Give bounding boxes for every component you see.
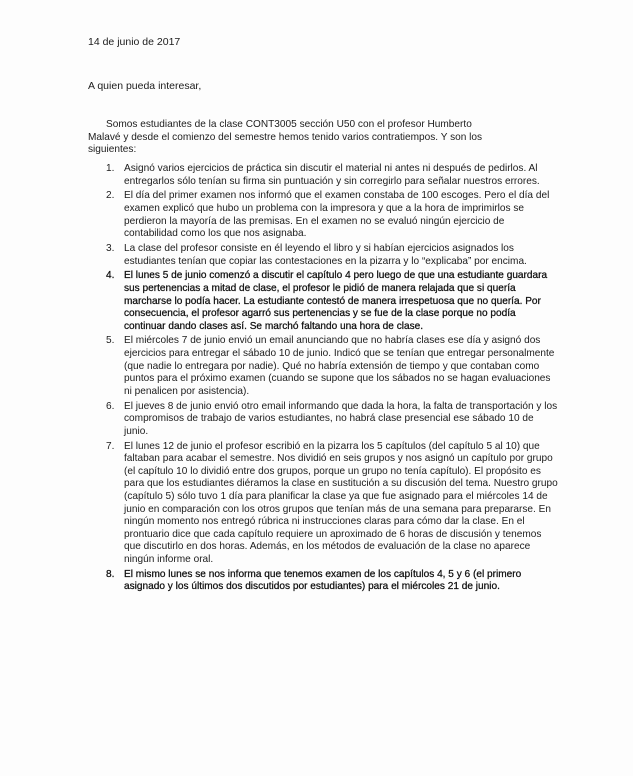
intro-line: Malavé y desde el comienzo del semestre hemos tenido varios contratiempos. Y son los	[88, 131, 483, 143]
item-text: El lunes 12 de junio el profesor escribió en la pizarra los 5 capítulos (del capítulo 5 al 10) que faltaban para acabar el semestre. Nos dividió en seis grupos y nos asignó un capítulo por grupo (el capítulo 10 lo dividió entre dos grupos, porque un grupo no tenía capítulo). El propósito es para que los estudiantes diéramos la clase en sustitución a su discusión del tema. Nuestro grupo (capítulo 5) sólo tuvo 1 día para planificar la clase ya que fue asignado para el miércoles 14 de junio en comparación con los otros grupos que tenían más de una semana para prepararse. En ningún momento nos entregó rúbrica ni instrucciones claras para cómo dar la clase. En el prontuario dice que cada capítulo requiere un aproximado de 6 horas de discusión y tenemos que discutirlo en dos horas. Además, en los métodos de evaluación de la clase no aparece ningún informe oral.	[124, 440, 558, 565]
list-item	[106, 441, 558, 567]
intro-line: siguientes:	[88, 144, 137, 156]
list-item	[106, 401, 558, 439]
list-item	[106, 243, 558, 268]
item-number: 4.	[106, 270, 115, 282]
letter-date: 14 de junio de 2017	[88, 36, 181, 48]
complaint-list	[106, 163, 558, 596]
item-number: 5.	[106, 335, 115, 347]
item-number: 7.	[106, 440, 115, 452]
intro-paragraph	[88, 119, 534, 157]
item-text: El mismo lunes se nos informa que tenemos examen de los capítulos 4, 5 y 6 (el primero asignado y los últimos dos discutidos por estudiantes) para el miércoles 21 de junio.	[124, 568, 522, 593]
item-text: El lunes 5 de junio comenzó a discutir el capítulo 4 pero luego de que una estudiante guardara sus pertenencias a mitad de clase, el profesor le pidió de manera relajada que si quería marcharse lo podía hacer. La estudiante contestó de manera irrespetuosa que no quería. Por consecuencia, el profesor agarró sus pertenencias y se fue de la clase porque no podía continuar dando clases así. Se marchó faltando una hora de clase.	[124, 270, 548, 332]
letter-greeting: A quien pueda interesar,	[88, 80, 202, 92]
list-item	[106, 190, 558, 240]
list-item	[106, 335, 558, 398]
item-text: Asignó varios ejercicios de práctica sin discutir el material ni antes ni después de pedirlos. Al entregarlos sólo tenían su firma sin puntuación y sin corregirlo para señalar nuestros errores.	[124, 163, 540, 187]
item-text: La clase del profesor consiste en él leyendo el libro y si habían ejercicios asignados los estudiantes tenían que copiar las contestaciones en la pizarra y lo “explicaba” por encima.	[124, 242, 527, 267]
item-text: El miércoles 7 de junio envió un email anunciando que no habría clases ese día y asignó dos ejercicios para entregar el sábado 10 de junio. Indicó que se tenían que entregar personalmente (que nadie lo entregara por nadie). Qué no habría extensión de tiempo y que contaban como puntos para el próximo examen (cuando se supone que los sábados no se hagan evaluaciones ni penalicen por asistencia).	[124, 335, 555, 397]
item-number: 2.	[106, 190, 115, 202]
item-number: 3.	[106, 242, 115, 254]
item-number: 1.	[106, 163, 115, 174]
list-item	[106, 163, 558, 188]
intro-line: Somos estudiantes de la clase CONT3005 sección U50 con el profesor Humberto	[106, 119, 472, 130]
item-text: El jueves 8 de junio envió otro email informando que dada la hora, la falta de transportación y los compromisos de trabajo de varios estudiantes, no habrá clase presencial ese sábado 10 de junio.	[124, 400, 558, 437]
list-item	[106, 569, 558, 594]
item-number: 8.	[106, 568, 115, 580]
item-number: 6.	[106, 400, 115, 412]
item-text: El día del primer examen nos informó que el examen constaba de 100 escoges. Pero el día del examen explicó que hubo un problema con la impresora y que a la hora de imprimirlos se perdieron la mayoría de las premisas. En el examen no se evaluó ningún ejercicio de contabilidad como los que nos asignaba.	[124, 190, 550, 240]
list-item	[106, 270, 558, 333]
